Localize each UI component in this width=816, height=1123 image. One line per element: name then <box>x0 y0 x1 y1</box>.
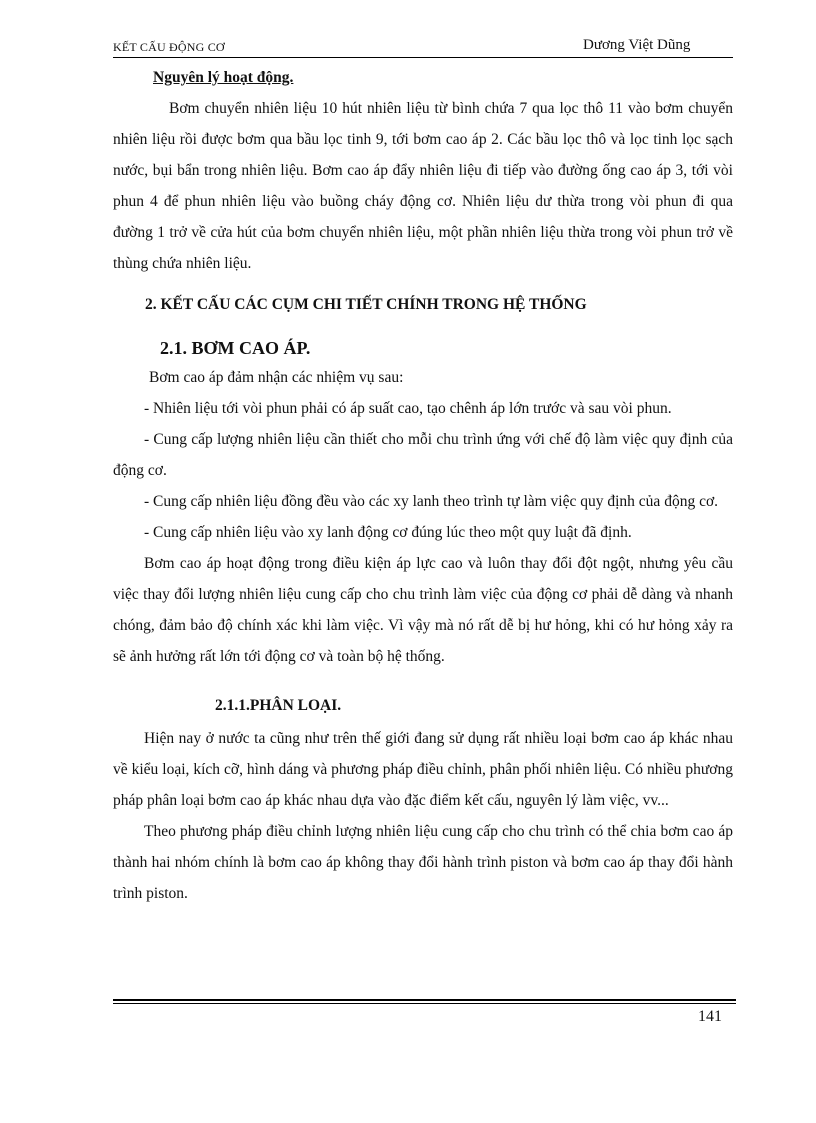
principle-paragraph: Bơm chuyển nhiên liệu 10 hút nhiên liệu từ bình chứa 7 qua lọc thô 11 vào bơm chuyển nhiên liệu rồi được bơm qua bầu lọc tinh 9, tới bơm cao áp 2. Các bầu lọc thô và lọc tinh lọc sạch nước, bụi bẩn trong nhiên liệu. Bơm cao áp đẩy nhiên liệu đi tiếp vào đường ống cao áp 3, tới vòi phun 4 để phun nhiên liệu vào buồng cháy động cơ. Nhiên liệu dư thừa trong vòi phun đi qua đường 1 trở về cửa hút của bơm chuyển nhiên liệu, một phần nhiên liệu thừa trong vòi phun trở về thùng chứa nhiên liệu. <box>113 100 733 272</box>
section-2-1-body <box>113 362 733 672</box>
principle-paragraph-block <box>113 93 733 279</box>
section-2-heading: 2. KẾT CẤU CÁC CỤM CHI TIẾT CHÍNH TRONG HỆ THỐNG <box>145 296 587 313</box>
footer-rule-thin <box>113 1003 736 1004</box>
duty-item: - Cung cấp nhiên liệu vào xy lanh động cơ đúng lúc theo một quy luật đã định. <box>144 524 632 541</box>
section-2-1-heading: 2.1. BƠM CAO ÁP. <box>160 338 311 358</box>
header-author: Dương Việt Dũng <box>583 37 691 53</box>
section-2-1-intro: Bơm cao áp đảm nhận các nhiệm vụ sau: <box>149 369 404 386</box>
footer-rule <box>113 999 736 1001</box>
classification-paragraph: Hiện nay ở nước ta cũng như trên thế giới đang sử dụng rất nhiều loại bơm cao áp khác nhau về kiểu loại, kích cỡ, hình dáng và phương pháp điều chỉnh, phân phối nhiên liệu. Có nhiều phương pháp phân loại bơm cao áp khác nhau dựa vào đặc điểm kết cấu, nguyên lý làm việc, vv... <box>113 730 733 809</box>
duty-item: - Cung cấp lượng nhiên liệu cần thiết cho mỗi chu trình ứng với chế độ làm việc quy định của động cơ. <box>113 431 733 479</box>
classification-paragraph: Theo phương pháp điều chỉnh lượng nhiên liệu cung cấp cho chu trình có thể chia bơm cao áp thành hai nhóm chính là bơm cao áp không thay đổi hành trình piston và bơm cao áp thay đổi hành trình piston. <box>113 823 733 902</box>
header-title: KẾT CẤU ĐỘNG CƠ <box>113 40 225 54</box>
principle-title-block <box>153 62 293 93</box>
section-2-1-paragraph: Bơm cao áp hoạt động trong điều kiện áp lực cao và luôn thay đổi đột ngột, nhưng yêu cầu việc thay đổi lượng nhiên liệu cung cấp cho chu trình làm việc của động cơ phải dễ dàng và nhanh chóng, đảm bảo độ chính xác khi làm việc. Vì vậy mà nó rất dễ bị hư hỏng, khi có hư hỏng xảy ra sẽ ảnh hưởng rất lớn tới động cơ và toàn bộ hệ thống. <box>113 555 733 665</box>
duty-item: - Cung cấp nhiên liệu đồng đều vào các xy lanh theo trình tự làm việc quy định của động cơ. <box>144 493 719 510</box>
section-2-1-1-heading: 2.1.1.PHÂN LOẠI. <box>215 697 342 714</box>
header-rule <box>113 57 733 58</box>
principle-title: Nguyên lý hoạt động. <box>153 69 294 86</box>
duty-item: - Nhiên liệu tới vòi phun phải có áp suất cao, tạo chênh áp lớn trước và sau vòi phun. <box>144 400 672 417</box>
page-number: 141 <box>698 1008 722 1025</box>
section-2-1-1-body <box>113 723 733 909</box>
